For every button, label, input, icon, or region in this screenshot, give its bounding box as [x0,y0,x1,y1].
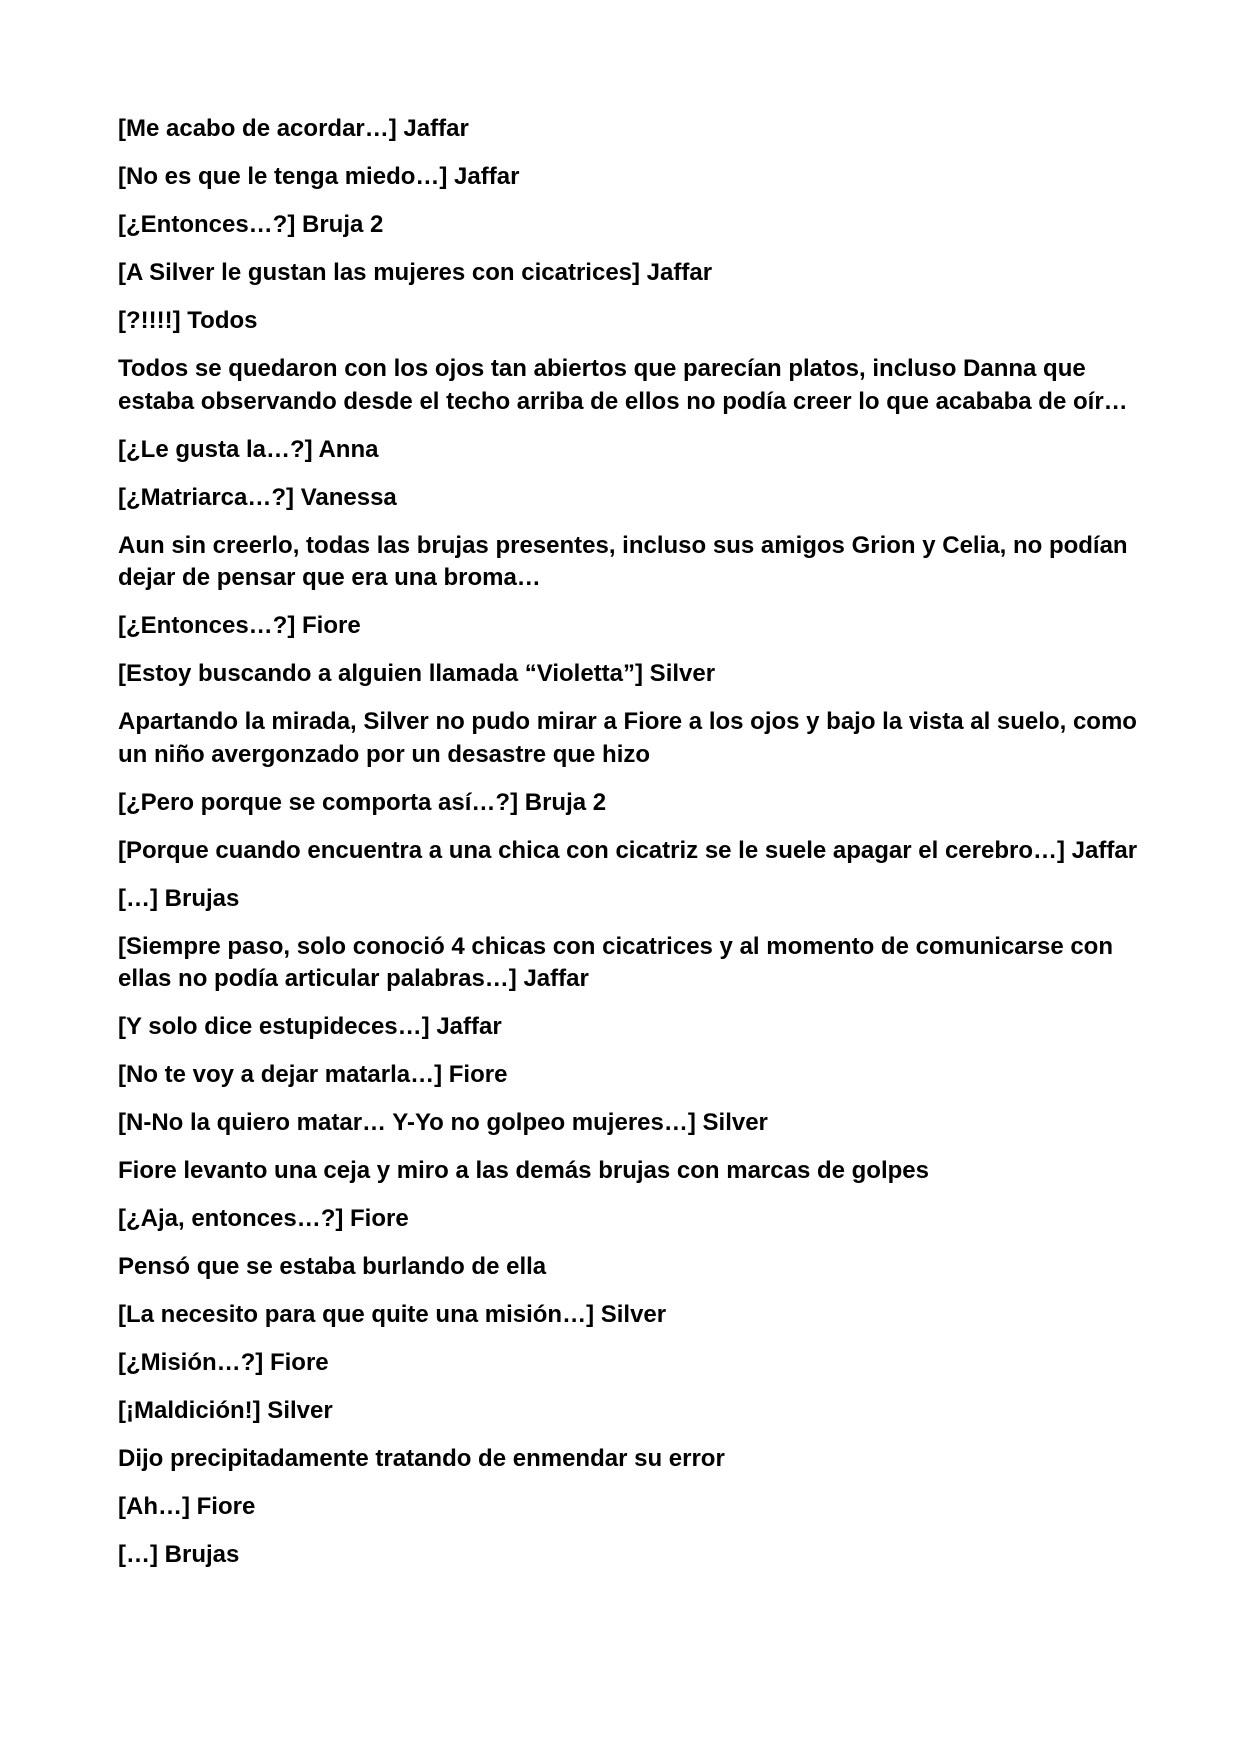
paragraph: [N-No la quiero matar… Y-Yo no golpeo mujeres…] Silver [118,1109,768,1136]
paragraph: Todos se quedaron con los ojos tan abiertos que parecían platos, incluso Danna que estaba observando desde el techo arriba de ellos no podía creer lo que acababa de oír… [118,355,1128,415]
paragraph: [Y solo dice estupideces…] Jaffar [118,1013,502,1040]
paragraph: [?!!!!] Todos [118,307,258,334]
paragraph: [Ah…] Fiore [118,1493,256,1520]
paragraph: [A Silver le gustan las mujeres con cicatrices] Jaffar [118,259,713,286]
paragraph: [No te voy a dejar matarla…] Fiore [118,1061,508,1088]
paragraph: [¿Entonces…?] Fiore [118,612,361,639]
paragraph: […] Brujas [118,1541,240,1568]
paragraph: Fiore levanto una ceja y miro a las demás brujas con marcas de golpes [118,1157,929,1184]
document-body [118,113,1138,1587]
paragraph: Aun sin creerlo, todas las brujas presentes, incluso sus amigos Grion y Celia, no podían dejar de pensar que era una broma… [118,531,1128,591]
paragraph: [¿Le gusta la…?] Anna [118,435,379,463]
paragraph: Pensó que se estaba burlando de ella [118,1253,547,1280]
paragraph: [No es que le tenga miedo…] Jaffar [118,163,520,190]
paragraph: Apartando la mirada, Silver no pudo mirar a Fiore a los ojos y bajo la vista al suelo, como un niño avergonzado por un desastre que hizo [118,708,1137,768]
paragraph: [¿Entonces…?] Bruja 2 [118,211,384,238]
paragraph: [¿Matriarca…?] Vanessa [118,483,397,511]
paragraph: […] Brujas [118,884,240,912]
paragraph: [La necesito para que quite una misión…] Silver [118,1301,667,1328]
paragraph: [Estoy buscando a alguien llamada “Violetta”] Silver [118,660,716,687]
paragraph: [Porque cuando encuentra a una chica con cicatriz se le suele apagar el cerebro…] Jaffar [118,836,1138,864]
paragraph: Dijo precipitadamente tratando de enmendar su error [118,1445,725,1472]
paragraph: [¿Misión…?] Fiore [118,1349,329,1376]
paragraph: [¿Aja, entonces…?] Fiore [118,1205,409,1232]
paragraph: [Me acabo de acordar…] Jaffar [118,115,469,142]
paragraph: [¿Pero porque se comporta así…?] Bruja 2 [118,788,607,816]
paragraph: [Siempre paso, solo conoció 4 chicas con cicatrices y al momento de comunicarse con ellas no podía articular palabras…] Jaffar [118,932,1114,992]
paragraph: [¡Maldición!] Silver [118,1397,333,1424]
